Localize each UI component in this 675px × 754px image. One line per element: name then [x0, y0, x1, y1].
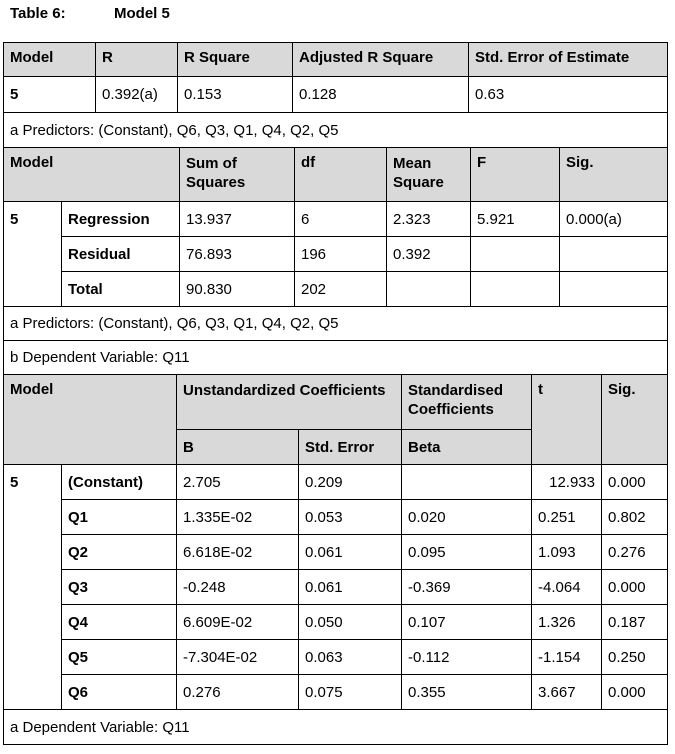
anova-header-sig: Sig. — [560, 148, 668, 202]
coef-row-q1 — [4, 500, 668, 535]
coef-se-cell: 0.050 — [299, 605, 402, 640]
anova-f-cell — [471, 272, 560, 307]
table-number: Table 6: — [10, 5, 66, 22]
anova-row-residual — [4, 237, 668, 272]
coef-sig-cell: 0.187 — [602, 605, 668, 640]
coef-header-std-error: Std. Error — [299, 430, 402, 465]
coef-beta-cell — [402, 465, 532, 500]
summary-note-row — [4, 113, 668, 148]
coef-t-cell: -4.064 — [532, 570, 602, 605]
coef-row-label: Q2 — [62, 535, 177, 570]
coef-sig-cell: 0.802 — [602, 500, 668, 535]
table-model-name: Model 5 — [114, 5, 170, 22]
anova-model-blank — [4, 237, 62, 272]
anova-dependent-note: b Dependent Variable: Q11 — [4, 341, 668, 375]
anova-sig-cell: 0.000(a) — [560, 202, 668, 237]
coef-se-cell: 0.075 — [299, 675, 402, 710]
coef-t-cell: 1.326 — [532, 605, 602, 640]
coef-header-sig: Sig. — [602, 375, 668, 465]
coef-beta-cell: 0.020 — [402, 500, 532, 535]
anova-model-cell: 5 — [4, 202, 62, 237]
coef-b-cell: -7.304E-02 — [177, 640, 299, 675]
coef-row-q6 — [4, 675, 668, 710]
coef-sig-cell: 0.000 — [602, 465, 668, 500]
coef-model-blank — [4, 605, 62, 640]
coef-row-label: (Constant) — [62, 465, 177, 500]
coef-se-cell: 0.061 — [299, 535, 402, 570]
coef-header-row — [4, 375, 668, 430]
coef-t-cell: 12.933 — [532, 465, 602, 500]
summary-data-row — [4, 77, 668, 113]
coef-model-blank — [4, 535, 62, 570]
coef-se-cell: 0.063 — [299, 640, 402, 675]
summary-r-square-cell: 0.153 — [178, 77, 293, 113]
anova-header-sum-of-squares: Sum of Squares — [180, 148, 295, 202]
coef-header-b: B — [177, 430, 299, 465]
summary-header-r: R — [96, 43, 178, 77]
coef-model-cell: 5 — [4, 465, 62, 500]
coef-row-constant — [4, 465, 668, 500]
coef-se-cell: 0.053 — [299, 500, 402, 535]
coef-model-blank — [4, 500, 62, 535]
summary-header-r-square: R Square — [178, 43, 293, 77]
coef-note-row — [4, 710, 668, 745]
coef-row-q4 — [4, 605, 668, 640]
anova-df-cell: 202 — [295, 272, 387, 307]
coef-se-cell: 0.209 — [299, 465, 402, 500]
coef-beta-cell: 0.095 — [402, 535, 532, 570]
anova-row-label: Residual — [62, 237, 180, 272]
anova-f-cell: 5.921 — [471, 202, 560, 237]
coef-dependent-note: a Dependent Variable: Q11 — [4, 710, 668, 745]
summary-header-model: Model — [4, 43, 96, 77]
summary-header-row — [4, 43, 668, 77]
anova-ss-cell: 13.937 — [180, 202, 295, 237]
anova-header-df: df — [295, 148, 387, 202]
coef-model-blank — [4, 640, 62, 675]
anova-df-cell: 6 — [295, 202, 387, 237]
coef-row-label: Q1 — [62, 500, 177, 535]
model-summary-table — [3, 42, 668, 148]
coef-sig-cell: 0.000 — [602, 570, 668, 605]
coef-row-label: Q3 — [62, 570, 177, 605]
coefficients-table — [3, 374, 668, 745]
coef-beta-cell: 0.107 — [402, 605, 532, 640]
coef-b-cell: 6.618E-02 — [177, 535, 299, 570]
anova-df-cell: 196 — [295, 237, 387, 272]
coef-row-label: Q6 — [62, 675, 177, 710]
anova-header-row — [4, 148, 668, 202]
coef-se-cell: 0.061 — [299, 570, 402, 605]
summary-std-error-cell: 0.63 — [469, 77, 668, 113]
coef-b-cell: 2.705 — [177, 465, 299, 500]
coef-header-model: Model — [4, 375, 177, 465]
anova-ms-cell: 0.392 — [387, 237, 471, 272]
anova-predictors-note: a Predictors: (Constant), Q6, Q3, Q1, Q4, Q2, Q5 — [4, 307, 668, 341]
coef-sig-cell: 0.000 — [602, 675, 668, 710]
summary-predictors-note: a Predictors: (Constant), Q6, Q3, Q1, Q4, Q2, Q5 — [4, 113, 668, 148]
anova-table — [3, 147, 668, 375]
coef-header-standardised: Standardised Coefficients — [402, 375, 532, 430]
coef-row-q2 — [4, 535, 668, 570]
coef-header-unstandardized: Unstandardized Coefficients — [177, 375, 402, 430]
coef-row-label: Q4 — [62, 605, 177, 640]
anova-sig-cell — [560, 237, 668, 272]
coef-row-label: Q5 — [62, 640, 177, 675]
coef-header-t: t — [532, 375, 602, 465]
coef-sig-cell: 0.250 — [602, 640, 668, 675]
summary-adj-r-square-cell: 0.128 — [293, 77, 469, 113]
coef-header-beta: Beta — [402, 430, 532, 465]
coef-beta-cell: -0.369 — [402, 570, 532, 605]
anova-header-mean-square: Mean Square — [387, 148, 471, 202]
summary-r-cell: 0.392(a) — [96, 77, 178, 113]
anova-f-cell — [471, 237, 560, 272]
coef-row-q5 — [4, 640, 668, 675]
anova-row-label: Total — [62, 272, 180, 307]
anova-ss-cell: 76.893 — [180, 237, 295, 272]
coef-b-cell: -0.248 — [177, 570, 299, 605]
anova-header-model: Model — [4, 148, 180, 202]
coef-b-cell: 0.276 — [177, 675, 299, 710]
coef-t-cell: 1.093 — [532, 535, 602, 570]
coef-b-cell: 1.335E-02 — [177, 500, 299, 535]
anova-row-label: Regression — [62, 202, 180, 237]
coef-beta-cell: 0.355 — [402, 675, 532, 710]
summary-model-cell: 5 — [4, 77, 96, 113]
coef-t-cell: -1.154 — [532, 640, 602, 675]
anova-row-regression — [4, 202, 668, 237]
coef-sig-cell: 0.276 — [602, 535, 668, 570]
table-title — [10, 5, 170, 25]
anova-note-row — [4, 307, 668, 341]
coef-row-q3 — [4, 570, 668, 605]
summary-header-std-error: Std. Error of Estimate — [469, 43, 668, 77]
coef-t-cell: 3.667 — [532, 675, 602, 710]
anova-header-f: F — [471, 148, 560, 202]
summary-header-adj-r-square: Adjusted R Square — [293, 43, 469, 77]
coef-beta-cell: -0.112 — [402, 640, 532, 675]
anova-model-blank — [4, 272, 62, 307]
coef-model-blank — [4, 570, 62, 605]
coef-b-cell: 6.609E-02 — [177, 605, 299, 640]
anova-row-total — [4, 272, 668, 307]
anova-ms-cell: 2.323 — [387, 202, 471, 237]
anova-ss-cell: 90.830 — [180, 272, 295, 307]
coef-model-blank — [4, 675, 62, 710]
coef-t-cell: 0.251 — [532, 500, 602, 535]
anova-sig-cell — [560, 272, 668, 307]
anova-note-row — [4, 341, 668, 375]
anova-ms-cell — [387, 272, 471, 307]
